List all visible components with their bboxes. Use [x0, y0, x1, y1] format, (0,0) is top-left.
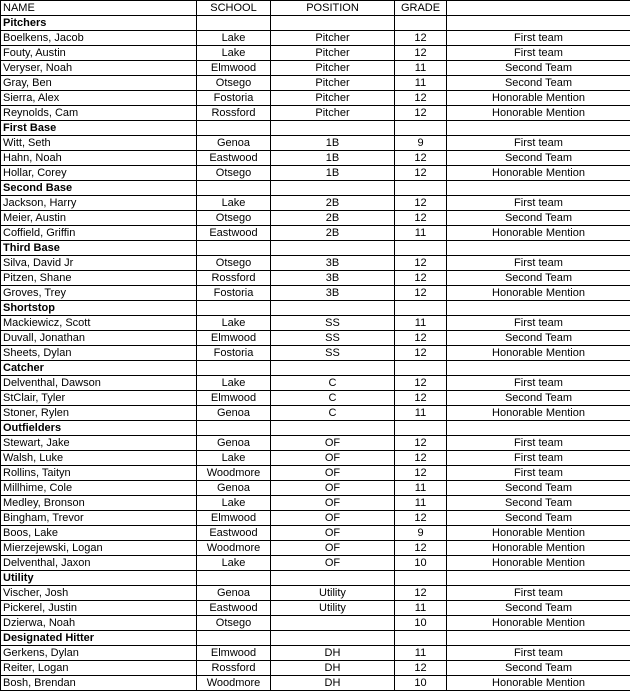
player-name: Boelkens, Jacob — [1, 31, 197, 46]
player-grade: 12 — [395, 511, 447, 526]
player-position: OF — [271, 541, 395, 556]
table-row — [1, 646, 630, 661]
table-row — [1, 481, 630, 496]
table-row — [1, 541, 630, 556]
section-row — [1, 181, 630, 196]
player-grade: 12 — [395, 466, 447, 481]
table-row — [1, 316, 630, 331]
player-name: Bosh, Brendan — [1, 676, 197, 691]
player-school: Lake — [197, 556, 271, 571]
table-row — [1, 556, 630, 571]
player-grade: 12 — [395, 31, 447, 46]
player-award: Second Team — [447, 61, 630, 76]
player-award: First team — [447, 196, 630, 211]
player-school: Eastwood — [197, 226, 271, 241]
player-award: Second Team — [447, 331, 630, 346]
player-position: 3B — [271, 271, 395, 286]
player-name: Pitzen, Shane — [1, 271, 197, 286]
player-grade: 12 — [395, 331, 447, 346]
player-grade: 12 — [395, 586, 447, 601]
player-award: Second Team — [447, 496, 630, 511]
player-name: Gray, Ben — [1, 76, 197, 91]
player-school: Otsego — [197, 211, 271, 226]
player-grade: 12 — [395, 271, 447, 286]
player-school: Woodmore — [197, 676, 271, 691]
section-blank — [447, 301, 630, 316]
section-blank — [197, 121, 271, 136]
table-row — [1, 91, 630, 106]
section-blank — [395, 571, 447, 586]
player-school: Rossford — [197, 661, 271, 676]
player-position: SS — [271, 331, 395, 346]
section-blank — [271, 421, 395, 436]
player-position: C — [271, 376, 395, 391]
table-row — [1, 451, 630, 466]
player-position: 3B — [271, 286, 395, 301]
player-school: Elmwood — [197, 511, 271, 526]
player-grade: 12 — [395, 376, 447, 391]
table-row — [1, 496, 630, 511]
section-blank — [395, 361, 447, 376]
player-school: Genoa — [197, 406, 271, 421]
header-name: NAME — [1, 1, 197, 16]
table-row — [1, 616, 630, 631]
section-row — [1, 121, 630, 136]
player-name: Sheets, Dylan — [1, 346, 197, 361]
player-grade: 11 — [395, 61, 447, 76]
player-position: Pitcher — [271, 106, 395, 121]
section-blank — [197, 16, 271, 31]
player-award: Honorable Mention — [447, 616, 630, 631]
section-blank — [395, 631, 447, 646]
player-school: Woodmore — [197, 541, 271, 556]
table-row — [1, 436, 630, 451]
player-name: Dzierwa, Noah — [1, 616, 197, 631]
player-grade: 12 — [395, 451, 447, 466]
section-blank — [395, 301, 447, 316]
table-row — [1, 151, 630, 166]
player-school: Lake — [197, 376, 271, 391]
player-name: Stewart, Jake — [1, 436, 197, 451]
header-row — [1, 1, 630, 16]
player-grade: 12 — [395, 391, 447, 406]
table-row — [1, 136, 630, 151]
player-name: Boos, Lake — [1, 526, 197, 541]
section-blank — [271, 631, 395, 646]
section-blank — [447, 421, 630, 436]
player-school: Otsego — [197, 76, 271, 91]
player-award: Honorable Mention — [447, 91, 630, 106]
section-blank — [395, 181, 447, 196]
player-position: OF — [271, 511, 395, 526]
player-award: Second Team — [447, 661, 630, 676]
player-award: Honorable Mention — [447, 556, 630, 571]
player-school: Eastwood — [197, 526, 271, 541]
header-grade: GRADE — [395, 1, 447, 16]
table-row — [1, 511, 630, 526]
player-school: Elmwood — [197, 61, 271, 76]
player-name: Rollins, Taityn — [1, 466, 197, 481]
player-school: Elmwood — [197, 646, 271, 661]
table-row — [1, 106, 630, 121]
player-position: 2B — [271, 226, 395, 241]
section-blank — [197, 241, 271, 256]
section-blank — [395, 16, 447, 31]
table-row — [1, 226, 630, 241]
player-award: First team — [447, 451, 630, 466]
section-blank — [447, 121, 630, 136]
player-award: First team — [447, 256, 630, 271]
player-position: OF — [271, 496, 395, 511]
player-name: Delventhal, Jaxon — [1, 556, 197, 571]
section-title: Third Base — [1, 241, 197, 256]
player-award: Honorable Mention — [447, 541, 630, 556]
section-blank — [271, 16, 395, 31]
player-name: Hollar, Corey — [1, 166, 197, 181]
player-grade: 12 — [395, 151, 447, 166]
header-school: SCHOOL — [197, 1, 271, 16]
player-award: Second Team — [447, 271, 630, 286]
player-school: Rossford — [197, 271, 271, 286]
player-award: Honorable Mention — [447, 166, 630, 181]
player-award: Honorable Mention — [447, 106, 630, 121]
table-row — [1, 586, 630, 601]
player-grade: 10 — [395, 676, 447, 691]
player-position: Pitcher — [271, 61, 395, 76]
player-name: Stoner, Rylen — [1, 406, 197, 421]
player-name: Millhime, Cole — [1, 481, 197, 496]
player-school: Elmwood — [197, 331, 271, 346]
player-award: Honorable Mention — [447, 526, 630, 541]
table-row — [1, 676, 630, 691]
player-name: StClair, Tyler — [1, 391, 197, 406]
player-name: Jackson, Harry — [1, 196, 197, 211]
table-body — [1, 1, 630, 691]
player-school: Otsego — [197, 616, 271, 631]
player-grade: 11 — [395, 226, 447, 241]
player-school: Lake — [197, 451, 271, 466]
player-position: OF — [271, 436, 395, 451]
player-position: Pitcher — [271, 46, 395, 61]
player-school: Fostoria — [197, 91, 271, 106]
player-school: Lake — [197, 46, 271, 61]
player-name: Reynolds, Cam — [1, 106, 197, 121]
table-row — [1, 376, 630, 391]
player-position: DH — [271, 676, 395, 691]
player-grade: 12 — [395, 346, 447, 361]
table-row — [1, 526, 630, 541]
player-grade: 11 — [395, 316, 447, 331]
player-position: OF — [271, 481, 395, 496]
player-position: OF — [271, 466, 395, 481]
player-grade: 11 — [395, 481, 447, 496]
section-title: Outfielders — [1, 421, 197, 436]
section-blank — [447, 631, 630, 646]
section-title: Designated Hitter — [1, 631, 197, 646]
player-school: Rossford — [197, 106, 271, 121]
section-blank — [197, 631, 271, 646]
player-grade: 11 — [395, 496, 447, 511]
player-position: OF — [271, 556, 395, 571]
player-position: 2B — [271, 196, 395, 211]
section-blank — [271, 361, 395, 376]
player-grade: 11 — [395, 76, 447, 91]
section-blank — [447, 361, 630, 376]
player-position: Pitcher — [271, 76, 395, 91]
player-award: Honorable Mention — [447, 676, 630, 691]
player-school: Genoa — [197, 586, 271, 601]
section-blank — [197, 361, 271, 376]
player-award: First team — [447, 136, 630, 151]
player-school: Genoa — [197, 136, 271, 151]
player-name: Reiter, Logan — [1, 661, 197, 676]
player-award: Honorable Mention — [447, 286, 630, 301]
player-grade: 11 — [395, 601, 447, 616]
player-school: Genoa — [197, 436, 271, 451]
player-grade: 10 — [395, 616, 447, 631]
section-row — [1, 571, 630, 586]
table-row — [1, 271, 630, 286]
player-grade: 12 — [395, 166, 447, 181]
table-row — [1, 211, 630, 226]
table-row — [1, 406, 630, 421]
table-row — [1, 256, 630, 271]
player-grade: 12 — [395, 46, 447, 61]
player-award: First team — [447, 46, 630, 61]
player-position: C — [271, 406, 395, 421]
section-blank — [447, 571, 630, 586]
table-row — [1, 46, 630, 61]
section-blank — [197, 421, 271, 436]
player-award: First team — [447, 31, 630, 46]
player-position — [271, 616, 395, 631]
player-name: Groves, Trey — [1, 286, 197, 301]
player-award: Second Team — [447, 511, 630, 526]
player-name: Mackiewicz, Scott — [1, 316, 197, 331]
section-blank — [447, 181, 630, 196]
player-position: 3B — [271, 256, 395, 271]
table-row — [1, 391, 630, 406]
player-school: Fostoria — [197, 346, 271, 361]
player-name: Hahn, Noah — [1, 151, 197, 166]
player-grade: 12 — [395, 211, 447, 226]
table-row — [1, 166, 630, 181]
player-name: Pickerel, Justin — [1, 601, 197, 616]
player-grade: 12 — [395, 196, 447, 211]
player-school: Woodmore — [197, 466, 271, 481]
section-title: Second Base — [1, 181, 197, 196]
section-row — [1, 301, 630, 316]
player-grade: 9 — [395, 136, 447, 151]
player-grade: 10 — [395, 556, 447, 571]
table-row — [1, 31, 630, 46]
header-award — [447, 1, 630, 16]
player-award: First team — [447, 436, 630, 451]
table-row — [1, 286, 630, 301]
table-row — [1, 331, 630, 346]
player-school: Eastwood — [197, 601, 271, 616]
player-name: Medley, Bronson — [1, 496, 197, 511]
player-award: Second Team — [447, 481, 630, 496]
player-award: First team — [447, 646, 630, 661]
table-row — [1, 466, 630, 481]
player-award: Second Team — [447, 76, 630, 91]
player-name: Meier, Austin — [1, 211, 197, 226]
player-award: Honorable Mention — [447, 406, 630, 421]
player-position: 1B — [271, 136, 395, 151]
player-award: First team — [447, 376, 630, 391]
player-grade: 9 — [395, 526, 447, 541]
player-position: 1B — [271, 166, 395, 181]
section-title: Pitchers — [1, 16, 197, 31]
player-position: Pitcher — [271, 31, 395, 46]
table-row — [1, 76, 630, 91]
section-blank — [197, 181, 271, 196]
player-school: Lake — [197, 31, 271, 46]
section-blank — [395, 421, 447, 436]
section-title: Shortstop — [1, 301, 197, 316]
section-row — [1, 241, 630, 256]
table-row — [1, 661, 630, 676]
player-position: OF — [271, 526, 395, 541]
player-award: First team — [447, 586, 630, 601]
player-school: Elmwood — [197, 391, 271, 406]
section-blank — [395, 121, 447, 136]
section-blank — [447, 16, 630, 31]
player-grade: 12 — [395, 436, 447, 451]
section-row — [1, 16, 630, 31]
player-position: C — [271, 391, 395, 406]
section-blank — [271, 181, 395, 196]
section-blank — [447, 241, 630, 256]
section-blank — [271, 121, 395, 136]
section-row — [1, 631, 630, 646]
player-position: OF — [271, 451, 395, 466]
table-row — [1, 196, 630, 211]
player-name: Silva, David Jr — [1, 256, 197, 271]
player-name: Sierra, Alex — [1, 91, 197, 106]
table-row — [1, 61, 630, 76]
player-school: Genoa — [197, 481, 271, 496]
player-name: Duvall, Jonathan — [1, 331, 197, 346]
player-award: Honorable Mention — [447, 226, 630, 241]
player-position: Utility — [271, 601, 395, 616]
player-grade: 11 — [395, 406, 447, 421]
player-award: Honorable Mention — [447, 346, 630, 361]
player-position: Utility — [271, 586, 395, 601]
player-school: Eastwood — [197, 151, 271, 166]
player-school: Lake — [197, 316, 271, 331]
player-award: First team — [447, 316, 630, 331]
player-name: Mierzejewski, Logan — [1, 541, 197, 556]
player-award: First team — [447, 466, 630, 481]
section-blank — [197, 571, 271, 586]
player-position: SS — [271, 316, 395, 331]
player-award: Second Team — [447, 391, 630, 406]
player-grade: 12 — [395, 661, 447, 676]
section-blank — [271, 301, 395, 316]
section-title: Utility — [1, 571, 197, 586]
section-blank — [271, 241, 395, 256]
table-row — [1, 601, 630, 616]
player-position: SS — [271, 346, 395, 361]
player-school: Lake — [197, 496, 271, 511]
player-school: Otsego — [197, 166, 271, 181]
player-position: 2B — [271, 211, 395, 226]
player-name: Bingham, Trevor — [1, 511, 197, 526]
player-grade: 12 — [395, 106, 447, 121]
player-school: Fostoria — [197, 286, 271, 301]
section-row — [1, 361, 630, 376]
section-blank — [197, 301, 271, 316]
player-grade: 11 — [395, 646, 447, 661]
player-name: Vischer, Josh — [1, 586, 197, 601]
player-grade: 12 — [395, 256, 447, 271]
section-blank — [271, 571, 395, 586]
player-name: Gerkens, Dylan — [1, 646, 197, 661]
player-name: Coffield, Griffin — [1, 226, 197, 241]
player-name: Delventhal, Dawson — [1, 376, 197, 391]
player-position: DH — [271, 646, 395, 661]
player-award: Second Team — [447, 601, 630, 616]
player-grade: 12 — [395, 286, 447, 301]
player-position: 1B — [271, 151, 395, 166]
header-position: POSITION — [271, 1, 395, 16]
player-grade: 12 — [395, 91, 447, 106]
player-award: Second Team — [447, 151, 630, 166]
section-title: First Base — [1, 121, 197, 136]
section-title: Catcher — [1, 361, 197, 376]
player-award: Second Team — [447, 211, 630, 226]
player-name: Veryser, Noah — [1, 61, 197, 76]
player-school: Otsego — [197, 256, 271, 271]
section-row — [1, 421, 630, 436]
player-name: Walsh, Luke — [1, 451, 197, 466]
player-school: Lake — [197, 196, 271, 211]
player-name: Fouty, Austin — [1, 46, 197, 61]
player-grade: 12 — [395, 541, 447, 556]
player-position: DH — [271, 661, 395, 676]
table-row — [1, 346, 630, 361]
player-position: Pitcher — [271, 91, 395, 106]
player-name: Witt, Seth — [1, 136, 197, 151]
section-blank — [395, 241, 447, 256]
